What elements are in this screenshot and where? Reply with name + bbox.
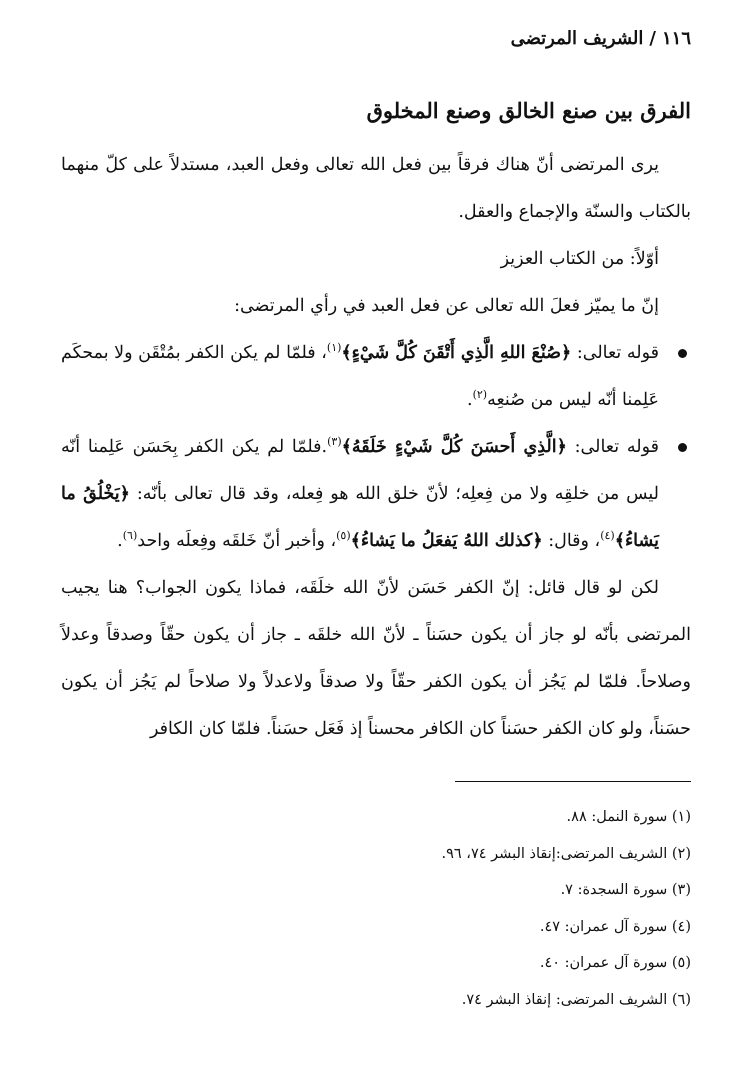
section-title: الفرق بين صنع الخالق وصنع المخلوق: [366, 98, 691, 123]
footnote-ref-6: (٦): [122, 529, 138, 543]
footnote-divider: [455, 781, 691, 782]
footnotes: [61, 799, 691, 1018]
bullet-2-text-4: ، وأخبر أنّ خَلقَه وفِعلَه واحد: [137, 531, 337, 551]
body-text: [61, 142, 691, 753]
header-separator: /: [649, 28, 656, 49]
quran-verse-3: ﴿الَّذِي أَحسَنَ كُلَّ شَيْءٍ خَلَقَهُ﴾: [341, 437, 567, 457]
bullet-item-1: [61, 330, 691, 424]
footnote-item: (٤) سورة آل عمران: ٤٧.: [539, 918, 691, 935]
footnote-ref-5: (٥): [336, 529, 351, 543]
bullet-dot-icon: [678, 349, 687, 358]
running-header: [511, 28, 691, 49]
bullet-1-text-3: .: [466, 390, 473, 410]
paragraph-heading-first: أوّلاً: من الكتاب العزيز: [500, 249, 659, 269]
footnote-ref-4: (٤): [600, 529, 615, 543]
footnote-item: (٥) سورة آل عمران: ٤٠.: [539, 955, 691, 971]
bullet-2-text-1: قوله تعالى:: [566, 437, 659, 457]
footnote-ref-2: (٢): [472, 388, 488, 402]
quran-verse-5: ﴿كذلك اللهُ يَفعَلُ ما يَشاءُ﴾: [350, 531, 543, 551]
quran-verse-1: ﴿صُنْعَ اللهِ الَّذِي أَتْقَنَ كُلَّ شَيْءٍ﴾: [341, 343, 572, 363]
paragraph-objection: لكن لو قال قائل: إنّ الكفر حَسَن لأنّ الله خلَقَه، فماذا يكون الجواب؟ هنا يجيب المرتضى بأنّه لو جاز أن يكون حسَناً ـ لأنّ الله خلقَه ـ جاز أن يكون حقّاً وصدقاً وعدلاً وصلاحاً. فلمّا لم يَجُز أن يكون الكفر حقّاً ولا صدقاً ولاعدلاً ولا صلاحاً لم يَجُز أن يكون حسَناً، ولو كان الكفر حسَناً كان الكافر محسناً إذ فَعَل حسَناً. فلمّا كان الكافر: [61, 578, 691, 739]
bullet-1-text-1: قوله تعالى:: [571, 343, 659, 363]
footnote-item: (٣) سورة السجدة: ٧.: [560, 882, 691, 898]
bullet-item-2: [61, 424, 691, 565]
footnote-item: (١) سورة النمل: ٨٨.: [566, 809, 691, 825]
bullet-2-text-5: .: [117, 531, 123, 551]
paragraph-intro: يرى المرتضى أنّ هناك فرقاً بين فعل الله تعالى وفعل العبد، مستدلاً على كلّ منهما بالكتاب والسنّة والإجماع والعقل.: [61, 155, 691, 222]
book-title: الشريف المرتضى: [510, 28, 644, 49]
paragraph-distinction: إنّ ما يميّز فعلَ الله تعالى عن فعل العبد في رأي المرتضى:: [234, 296, 659, 316]
footnote-ref-1: (١): [326, 341, 342, 355]
page-number: ١١٦: [661, 28, 691, 49]
bullet-2-text-3: ، وقال:: [542, 531, 601, 551]
bullet-1-text-2: ، فلمّا لم يكن الكفر بمُتْقَن ولا بمحكَم عَلِمنا أنّه ليس من صُنعِه: [61, 343, 659, 410]
quran-verse-4: ﴿يَخْلُقُ ما يَشاءُ﴾: [61, 484, 659, 551]
footnote-item: (٦) الشريف المرتضى: إنقاذ البشر ٧٤.: [461, 991, 691, 1008]
bullet-dot-icon: [678, 443, 687, 452]
footnote-item: (٢) الشريف المرتضى:إنقاذ البشر ٧٤، ٩٦.: [441, 845, 691, 862]
footnote-ref-3: (٣): [327, 435, 342, 449]
bullet-2-text-2: .فلمّا لم يكن الكفر بِحَسَن عَلِمنا أنّه ليس من خلقِه ولا من فِعلِه؛ لأنّ خلق الله هو فِعله، وقد قال تعالى بأنّه:: [61, 437, 660, 504]
